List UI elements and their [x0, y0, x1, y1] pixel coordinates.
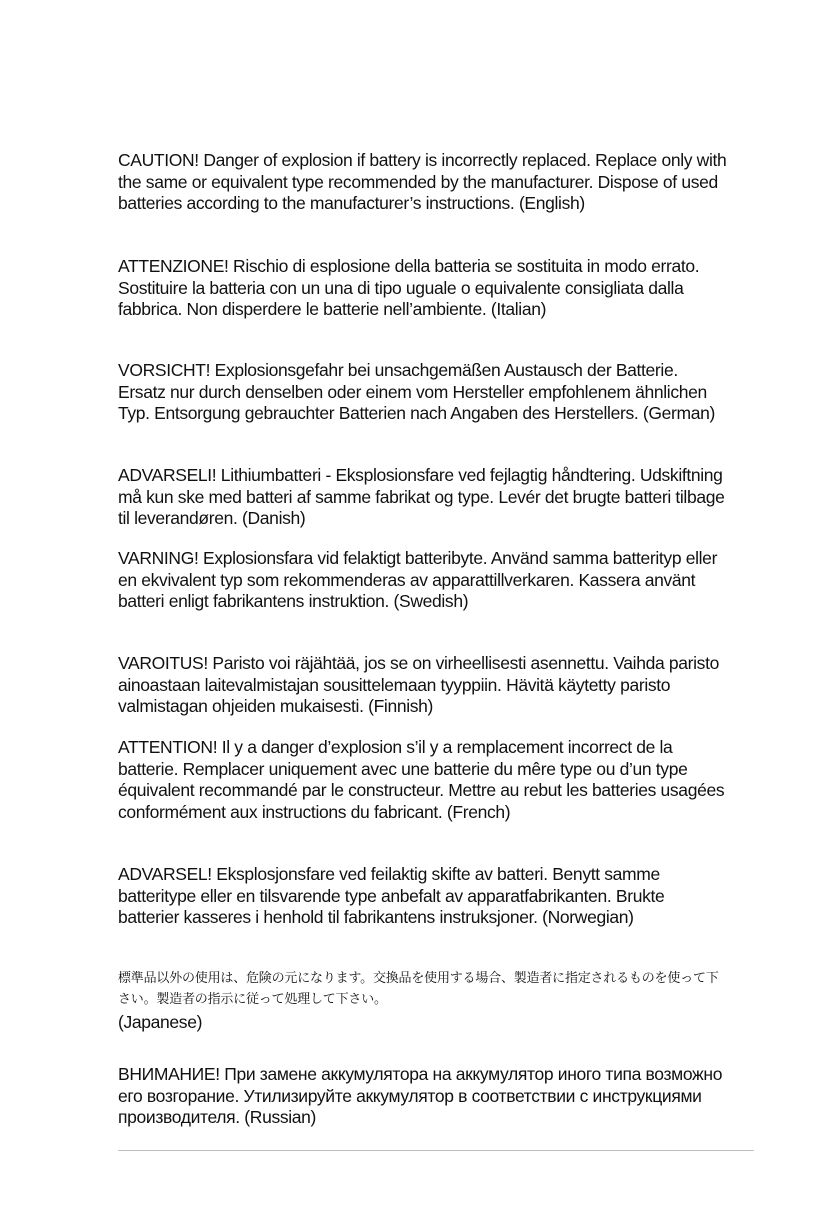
warning-danish: ADVARSELI! Lithiumbatteri - Eksplosionsfare ved fejlagtig håndtering. Udskiftning må kun ske med batteri af samme fabrikat og type. Levér det brugte batteri tilbage til leverandøren. (Danish): [118, 465, 725, 528]
warning-german: VORSICHT! Explosionsgefahr bei unsachgemäßen Austausch der Batterie. Ersatz nur durch denselben oder einem vom Hersteller empfohlenem ähnlichen Typ. Entsorgung gebrauchter Batterien nach Angaben des Herstellers. (German): [118, 360, 715, 423]
warning-swedish: VARNING! Explosionsfara vid felaktigt batteribyte. Använd samma batterityp eller en ekvivalent typ som rekommenderas av apparattillverkaren. Kassera använt batteri enligt fabrikantens instruktion. (Swedish): [118, 548, 718, 611]
warning-finnish: VAROITUS! Paristo voi räjähtää, jos se on virheellisesti asennettu. Vaihda paristo ainoastaan laitevalmistajan sousittelemaan tyyppiin. Hävitä käytetty paristo valmistagan ohjeiden mukaisesti. (Finnish): [118, 653, 719, 716]
warning-norwegian: ADVARSEL! Eksplosjonsfare ved feilaktig skifte av batteri. Benytt samme batteritype eller en tilsvarende type anbefalt av apparatfabrikanten. Brukte batterier kasseres i henhold til fabrikantens instruksjoner. (Norwegian): [118, 864, 665, 927]
warning-japanese: [118, 968, 728, 1034]
warning-japanese-label: (Japanese): [118, 1012, 203, 1032]
warning-french: ATTENTION! Il y a danger d’explosion s’il y a remplacement incorrect de la batterie. Remplacer uniquement avec une batterie du mêre type ou d’un type équivalent recommandé par le constructeur. Mettre au rebut les batteries usagées conformément aux instructions du fabricant. (French): [118, 737, 725, 822]
footer-divider: [118, 1150, 754, 1151]
warning-russian: ВНИМАНИЕ! При замене аккумулятора на аккумулятор иного типа возможно его возгорание. Утилизируйте аккумулятор в соответствии с инструкциями производителя. (Russian): [118, 1064, 723, 1127]
warning-italian: ATTENZIONE! Rischio di esplosione della batteria se sostituita in modo errato. Sostituire la batteria con un una di tipo uguale o equivalente consigliata dalla fabbrica. Non disperdere le batterie nell’ambiente. (Italian): [118, 256, 700, 319]
warning-japanese-text: 標準品以外の使用は、危険の元になります。交換品を使用する場合、製造者に指定されるものを使って下さい。製造者の指示に従って処理して下さい。: [118, 971, 719, 1007]
warning-english: CAUTION! Danger of explosion if battery is incorrectly replaced. Replace only with the same or equivalent type recommended by the manufacturer. Dispose of used batteries according to the manufacturer’s instructions. (English): [118, 150, 727, 213]
